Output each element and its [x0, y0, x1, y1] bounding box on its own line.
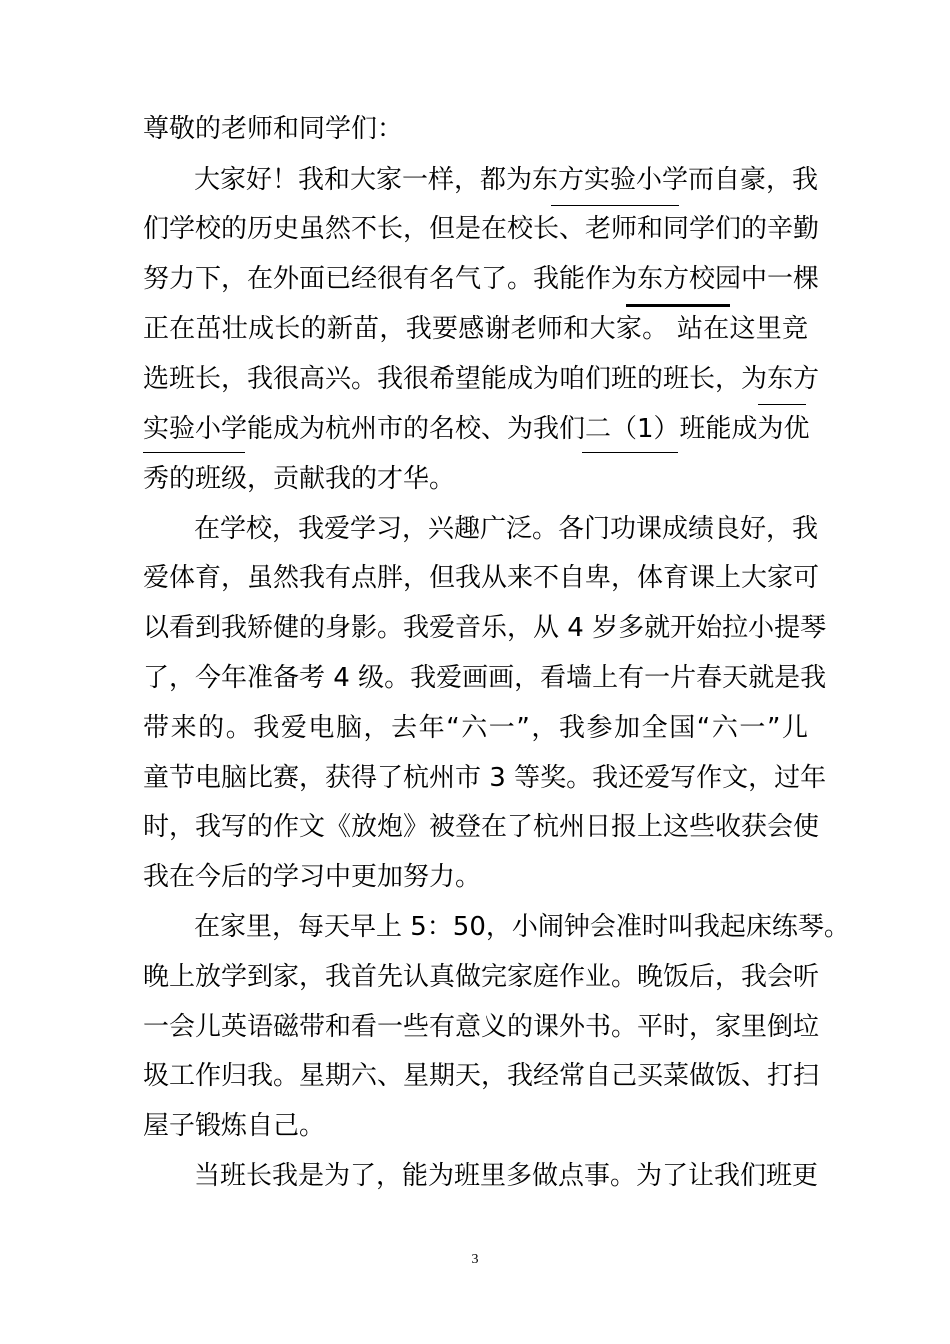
paragraph-line: 带来的。我爱电脑，去年“六一”，我参加全国“六一”儿 [143, 713, 808, 743]
page-number: 3 [471, 1252, 479, 1267]
paragraph-line: 实验小学能成为杭州市的名校、为我们二（1）班能成为优 [143, 414, 810, 444]
paragraph-line: 秀的班级，贡献我的才华。 [143, 464, 456, 494]
paragraph-line: 圾工作归我。星期六、星期天，我经常自己买菜做饭、打扫 [143, 1061, 820, 1091]
paragraph-line: 在学校，我爱学习，兴趣广泛。各门功课成绩良好，我 [194, 514, 819, 544]
paragraph-line: 选班长，我很高兴。我很希望能成为咱们班的班长，为东方 [143, 364, 820, 394]
paragraph-line: 们学校的历史虽然不长，但是在校长、老师和同学们的辛勤 [143, 214, 820, 244]
paragraph-line: 我在今后的学习中更加努力。 [143, 862, 482, 892]
paragraph-line: 时，我写的作文《放炮》被登在了杭州日报上这些收获会使 [143, 812, 820, 842]
salutation: 尊敬的老师和同学们： [143, 114, 404, 144]
paragraph-line: 童节电脑比赛，获得了杭州市 3 等奖。我还爱写作文，过年 [143, 763, 827, 793]
paragraph-line: 当班长我是为了，能为班里多做点事。为了让我们班更 [194, 1161, 819, 1191]
paragraph-line: 努力下，在外面已经很有名气了。我能作为东方校园中一棵 [143, 264, 820, 294]
underline-rule [143, 452, 245, 453]
paragraph-line: 晚上放学到家，我首先认真做完家庭作业。晚饭后，我会听 [143, 962, 820, 992]
paragraph-line: 屋子锻炼自己。 [143, 1111, 326, 1141]
underline-rule [758, 404, 806, 405]
paragraph-line: 在家里，每天早上 5：50，小闹钟会准时叫我起床练琴。 [194, 912, 850, 942]
paragraph-line: 爱体育，虽然我有点胖，但我从来不自卑，体育课上大家可 [143, 563, 820, 593]
paragraph-line: 一会儿英语磁带和看一些有意义的课外书。平时，家里倒垃 [143, 1012, 820, 1042]
underline-rule [551, 205, 679, 206]
paragraph-line: 了，今年准备考 4 级。我爱画画，看墙上有一片春天就是我 [143, 663, 827, 693]
paragraph-line: 以看到我矫健的身影。我爱音乐，从 4 岁多就开始拉小提琴 [143, 613, 827, 643]
underline-rule [582, 452, 678, 453]
paragraph-line: 大家好！我和大家一样，都为东方实验小学而自豪，我 [194, 165, 819, 195]
paragraph-line: 正在茁壮成长的新苗，我要感谢老师和大家。 站在这里竞 [143, 314, 808, 344]
underline-rule [626, 304, 730, 307]
